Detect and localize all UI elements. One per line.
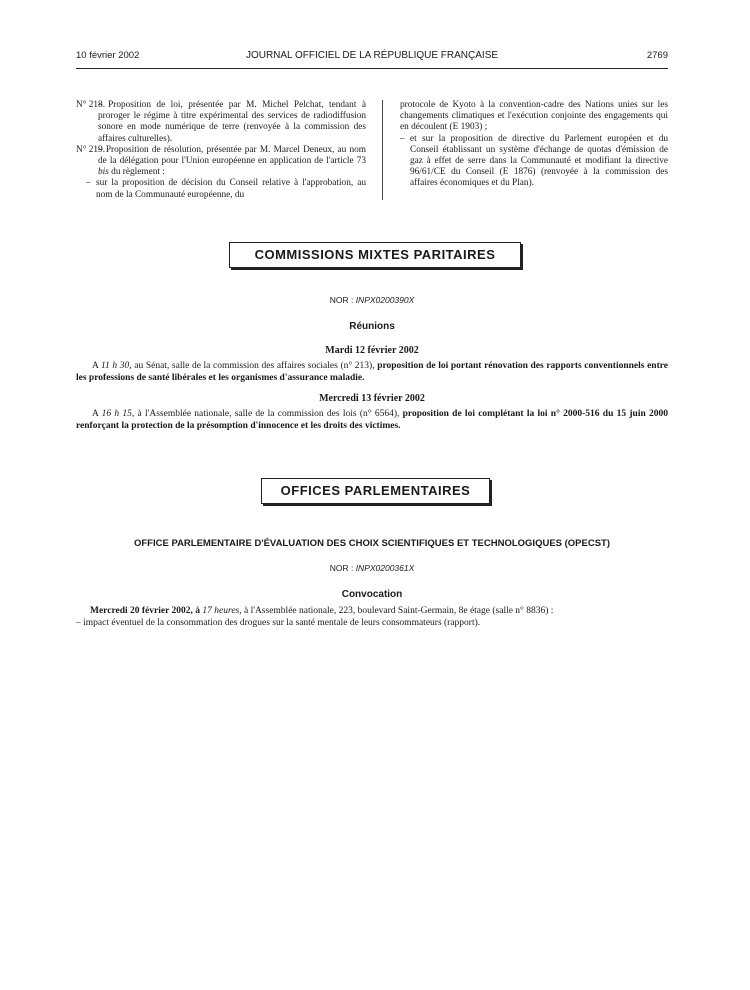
header-rule [76,68,668,69]
entry-219-number: N° 219. [76,144,106,155]
entry-218-text: – Proposition de loi, présentée par M. Michel Pelchat, tendant à proroger le régime à titre expérimental des services de radiodiffusion sonore en mode numérique de terre (renvoyée à la commission des affaires culturelles). [98,100,366,144]
cmp-meeting2-time: 16 h 15 [101,409,132,419]
cmp-meeting2-date: Mercredi 13 février 2002 [319,393,425,404]
cmp-meeting2-text: A 16 h 15, à l'Assemblée nationale, salle de la commission des lois (n° 6564), proposition de loi complétant la loi n° 2000-516 du 15 juin 2000 renforçant la protection de la présomption d'innocence et les droits des victimes. [76,409,669,431]
entry-218-number: N° 218. [76,100,106,110]
cmp-nor-code: INPX0200390X [355,295,415,305]
entry-219-italic: bis [98,167,109,178]
op-office-name: OFFICE PARLEMENTAIRE D'ÉVALUATION DES CHOIX SCIENTIFIQUES ET TECHNOLOGIQUES (OPECST) [133,538,611,549]
cmp-meeting2-subject: proposition de loi complétant la loi n° 2000-516 du 15 juin 2000 renforçant la protection de la présomption d'innocence et les droits des victimes. [76,409,669,431]
cmp-meeting1-time: 11 h 30 [100,361,130,371]
op-convocation-line: Mercredi 20 février 2002, à 17 heures, à l'Assemblée nationale, 223, boulevard Saint-Germain, 8e étage (salle n° 8836) : [90,606,554,616]
cmp-meeting1-subject: proposition de loi portant rénovation des rapports conventionnels entre les professions de santé libérales et les organismes d'assurance maladie. [76,361,669,383]
cmp-section-title: COMMISSIONS MIXTES PARITAIRES [229,242,521,268]
op-date: Mercredi 20 février 2002 [90,606,191,616]
right-sub-text: et sur la proposition de directive du Parlement européen et du Conseil établissant un système d'échange de quotas d'émission de gaz à effet de serre dans la Communauté et modifiant la directive 96/61/CE du Conseil (E 1876) (renvoyée à la commission des affaires économiques et du Plan). [410,133,668,189]
header-page-number: 2769 [646,50,668,61]
left-column [76,100,366,201]
cmp-meeting1-text: A 11 h 30, au Sénat, salle de la commission des affaires sociales (n° 213), proposition de loi portant rénovation des rapports conventionnels entre les professions de santé libérales et les organismes d'assurance maladie. [76,361,669,383]
entry-218 [76,100,366,145]
right-continuation: protocole de Kyoto à la convention-cadre des Nations unies sur les changements climatiques et l'exécution conjointe des engagements qui en découlent (E 1903) ; [400,100,668,133]
entry-219-sub-text: sur la proposition de décision du Conseil relative à l'approbation, au nom de la Communauté européenne, du [96,178,366,200]
column-separator [382,100,383,200]
cmp-nor [76,295,668,305]
cmp-nor-label: NOR : [329,295,356,305]
op-nor-label: NOR : [329,563,356,573]
op-nor-code: INPX0200361X [355,563,415,573]
cmp-meeting1-date: Mardi 12 février 2002 [325,345,419,356]
op-section-title: OFFICES PARLEMENTAIRES [261,478,490,504]
header-date: 10 février 2002 [76,50,140,61]
running-header [76,50,668,66]
entry-219-text: – Proposition de résolution, présentée par M. Marcel Deneux, au nom de la délégation pour l'Union européenne en application de l'article 73 [98,144,366,167]
cmp-subtitle: Réunions [349,321,395,332]
op-agenda-item: – impact éventuel de la consommation des drogues sur la santé mentale de leurs consommateurs (rapport). [76,618,481,628]
entry-219-sub-item: – sur la proposition de décision du Conseil relative à l'approbation, au nom de la Communauté européenne, du [86,178,366,200]
entry-219-text-after: du règlement : [108,167,165,178]
entry-219 [76,145,366,179]
right-sub-item: – et sur la proposition de directive du Parlement européen et du Conseil établissant un système d'échange de quotas d'émission de gaz à effet de serre dans la Communauté et modifiant la directive 96/61/CE du Conseil (E 1876) (renvoyée à la commission des affaires économiques et du Plan). [400,133,668,189]
header-journal-title: JOURNAL OFFICIEL DE LA RÉPUBLIQUE FRANÇAISE [245,50,499,61]
op-nor [76,563,668,573]
op-time: 17 heures [202,606,240,616]
op-location: , à l'Assemblée nationale, 223, boulevard Saint-Germain, 8e étage (salle n° 8836) : [239,606,554,616]
right-column [400,100,668,190]
op-subtitle: Convocation [341,589,403,600]
